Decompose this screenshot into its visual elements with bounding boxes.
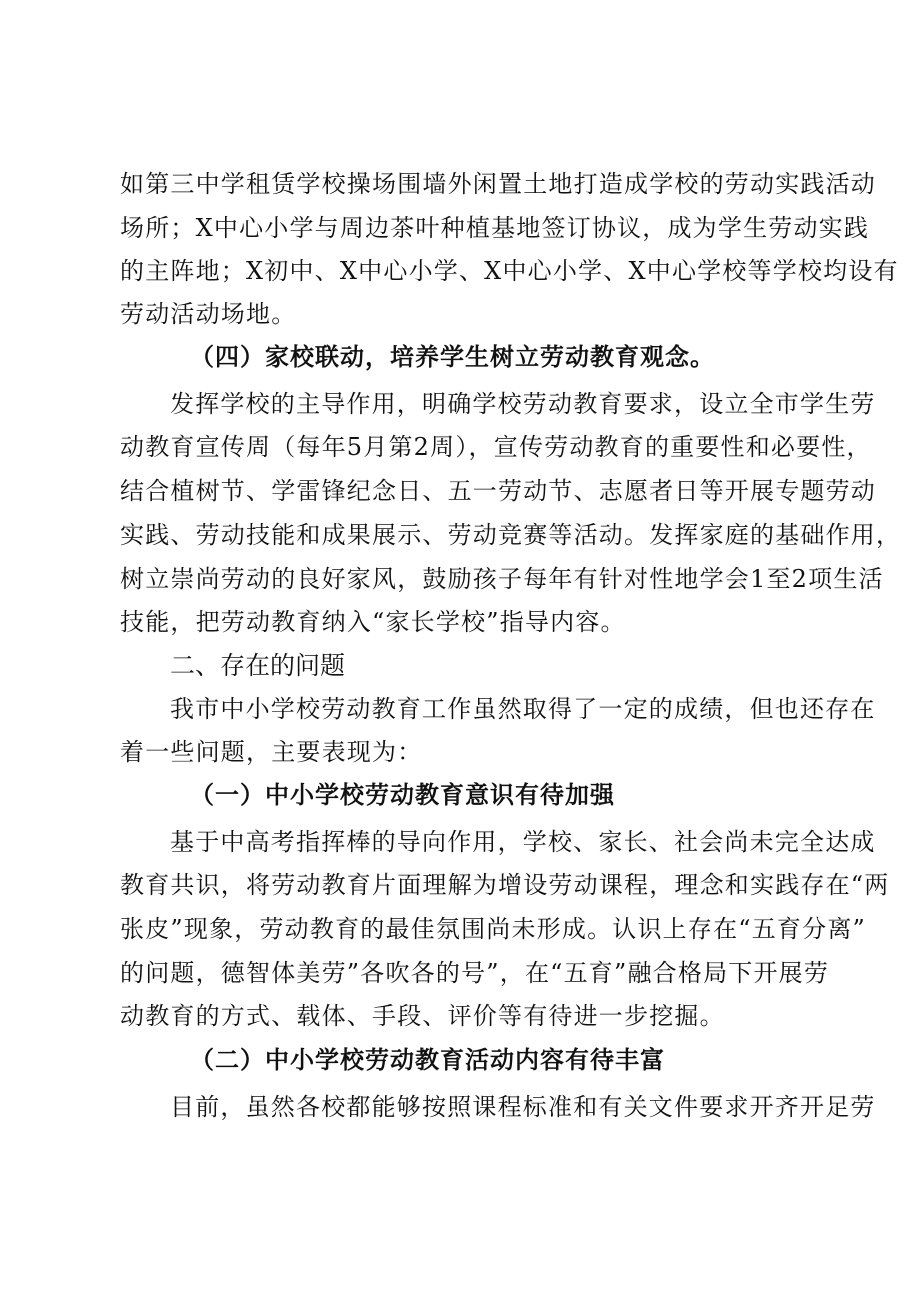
paragraph-line: 发挥学校的主导作用，明确学校劳动教育要求，设立全市学生劳 xyxy=(170,390,876,418)
subheading-one: （一）中小学校劳动教育意识有待加强 xyxy=(190,781,615,809)
paragraph-line: 目前，虽然各校都能够按照课程标准和有关文件要求开齐开足劳 xyxy=(170,1093,876,1121)
paragraph-line: 我市中小学校劳动教育工作虽然取得了一定的成绩，但也还存在 xyxy=(170,695,876,723)
paragraph-line: 实践、劳动技能和成果展示、劳动竞赛等活动。发挥家庭的基础作用， xyxy=(120,521,902,549)
paragraph-line: 树立崇尚劳动的良好家风，鼓励孩子每年有针对性地学会1至2项生活 xyxy=(120,565,884,593)
paragraph-line: 教育共识，将劳动教育片面理解为增设劳动课程，理念和实践存在“两 xyxy=(120,871,890,899)
paragraph-line: 技能，把劳动教育纳入“家长学校”指导内容。 xyxy=(120,608,626,636)
paragraph-line: 如第三中学租赁学校操场围墙外闲置土地打造成学校的劳动实践活动 xyxy=(120,170,876,198)
paragraph-line: 张皮”现象，劳动教育的最佳氛围尚未形成。认识上存在“五育分离” xyxy=(120,915,867,943)
paragraph-line: 的主阵地；X初中、X中心小学、X中心小学、X中心学校等学校均设有 xyxy=(120,257,899,285)
paragraph-line: 动教育的方式、载体、手段、评价等有待进一步挖掘。 xyxy=(120,1002,725,1030)
subheading-four: （四）家校联动，培养学生树立劳动教育观念。 xyxy=(190,343,715,371)
paragraph-line: 基于中高考指挥棒的导向作用，学校、家长、社会尚未完全达成 xyxy=(170,828,876,856)
paragraph-line: 动教育宣传周（每年5月第2周），宣传劳动教育的重要性和必要性， xyxy=(120,433,872,461)
subheading-two: （二）中小学校劳动教育活动内容有待丰富 xyxy=(190,1046,665,1074)
paragraph-line: 着一些问题，主要表现为： xyxy=(120,738,423,766)
section-title: 二、存在的问题 xyxy=(170,651,346,680)
paragraph-line: 的问题，德智体美劳”各吹各的号”，在“五育”融合格局下开展劳 xyxy=(120,959,830,987)
paragraph-line: 场所；X中心小学与周边茶叶种植基地签订协议，成为学生劳动实践 xyxy=(120,214,870,242)
paragraph-line: 结合植树节、学雷锋纪念日、五一劳动节、志愿者日等开展专题劳动 xyxy=(120,477,876,505)
paragraph-line: 劳动活动场地。 xyxy=(120,300,297,328)
